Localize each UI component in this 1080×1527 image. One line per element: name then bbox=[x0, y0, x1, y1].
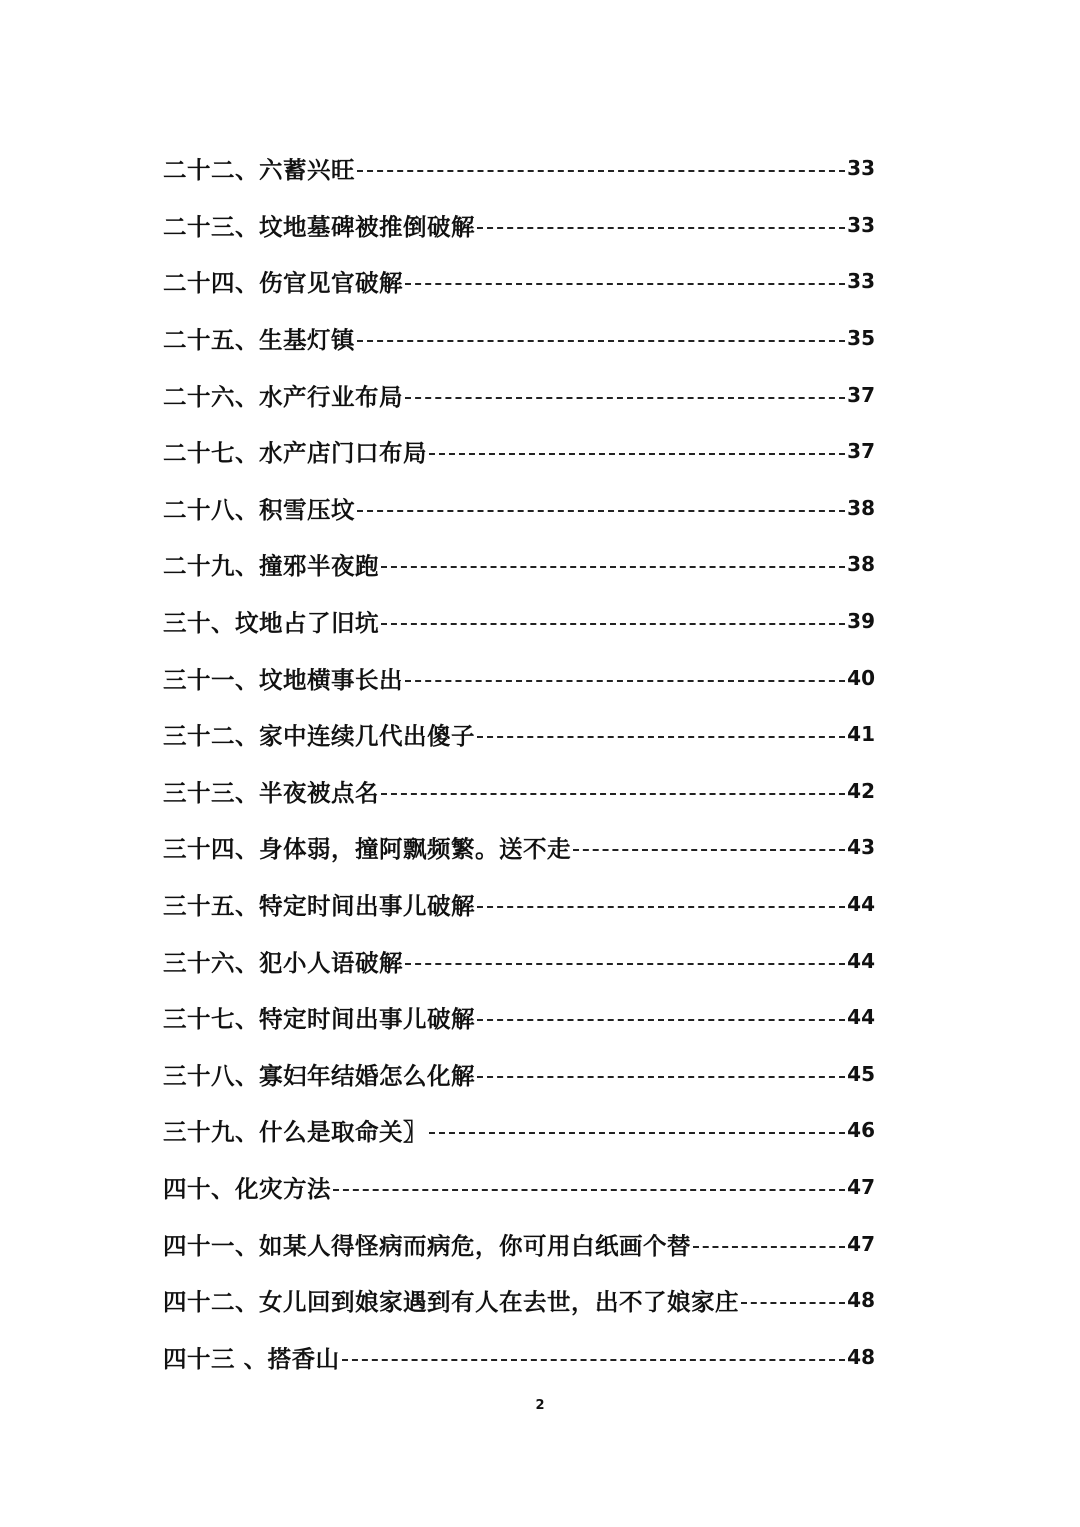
toc-entry-page: 48 bbox=[847, 1288, 875, 1313]
toc-entry-title: 三十、坟地占了旧坑 bbox=[163, 609, 379, 638]
toc-leader bbox=[381, 566, 845, 568]
toc-leader bbox=[357, 510, 845, 512]
toc-entry-title: 二十二、六蓄兴旺 bbox=[163, 156, 355, 185]
toc-leader bbox=[357, 340, 845, 342]
toc-entry-title: 二十八、积雪压坟 bbox=[163, 495, 355, 524]
toc-entry bbox=[163, 819, 875, 876]
toc-entry-page: 44 bbox=[847, 1005, 875, 1030]
toc-leader bbox=[405, 963, 845, 965]
toc-leader bbox=[741, 1302, 845, 1304]
toc-leader bbox=[477, 227, 845, 229]
toc-entry-title: 二十六、水产行业布局 bbox=[163, 382, 403, 411]
toc-entry-title: 四十二、女儿回到娘家遇到有人在去世，出不了娘家庄 bbox=[163, 1288, 739, 1317]
toc-entry-title: 二十四、伤官见官破解 bbox=[163, 269, 403, 298]
toc-entry-title: 二十三、坟地墓碑被推倒破解 bbox=[163, 212, 475, 241]
toc-leader bbox=[405, 283, 845, 285]
toc-entry-page: 45 bbox=[847, 1061, 875, 1086]
toc-entry bbox=[163, 876, 875, 933]
toc-entry-title: 三十二、家中连续几代出傻子 bbox=[163, 722, 475, 751]
toc-entry-page: 41 bbox=[847, 722, 875, 747]
toc-entry-page: 44 bbox=[847, 892, 875, 917]
toc-entry bbox=[163, 480, 875, 537]
toc-entry bbox=[163, 197, 875, 254]
toc-leader bbox=[429, 1132, 845, 1134]
toc-entry bbox=[163, 366, 875, 423]
toc-entry-page: 33 bbox=[847, 269, 875, 294]
toc-entry-title: 三十一、坟地横事长出 bbox=[163, 665, 403, 694]
toc-entry-page: 38 bbox=[847, 495, 875, 520]
toc-entry bbox=[163, 1046, 875, 1103]
toc-leader bbox=[381, 623, 845, 625]
toc-entry-title: 三十四、身体弱，撞阿飘频繁。送不走 bbox=[163, 835, 571, 864]
toc-leader bbox=[333, 1189, 845, 1191]
toc-entry bbox=[163, 593, 875, 650]
toc-leader bbox=[693, 1246, 845, 1248]
toc-entry-page: 43 bbox=[847, 835, 875, 860]
toc-entry bbox=[163, 536, 875, 593]
toc-entry-title: 二十七、水产店门口布局 bbox=[163, 439, 427, 468]
toc-leader bbox=[477, 1019, 845, 1021]
toc-entry-page: 33 bbox=[847, 156, 875, 181]
toc-entry-title: 三十七、特定时间出事儿破解 bbox=[163, 1005, 475, 1034]
toc-leader bbox=[477, 906, 845, 908]
toc-entry bbox=[163, 1215, 875, 1272]
toc-entry-title: 三十五、特定时间出事儿破解 bbox=[163, 892, 475, 921]
toc-entry bbox=[163, 310, 875, 367]
toc-entry-page: 37 bbox=[847, 382, 875, 407]
page-number: 2 bbox=[535, 1398, 545, 1413]
toc-entry bbox=[163, 649, 875, 706]
toc-entry-page: 38 bbox=[847, 552, 875, 577]
toc-entry-page: 40 bbox=[847, 665, 875, 690]
toc-entry-page: 44 bbox=[847, 948, 875, 973]
toc-entry bbox=[163, 763, 875, 820]
toc-entry-page: 33 bbox=[847, 212, 875, 237]
toc-entry-title: 二十九、撞邪半夜跑 bbox=[163, 552, 379, 581]
toc-entry bbox=[163, 706, 875, 763]
toc-entry bbox=[163, 932, 875, 989]
toc-entry-page: 46 bbox=[847, 1118, 875, 1143]
toc-entry-page: 39 bbox=[847, 609, 875, 634]
toc-entry-page: 47 bbox=[847, 1174, 875, 1199]
toc-entry-page: 37 bbox=[847, 439, 875, 464]
toc-entry-title: 三十八、寡妇年结婚怎么化解 bbox=[163, 1061, 475, 1090]
toc-leader bbox=[573, 849, 845, 851]
toc-entry bbox=[163, 140, 875, 197]
toc-leader bbox=[405, 680, 845, 682]
toc-entry-title: 四十、化灾方法 bbox=[163, 1174, 331, 1203]
toc-entry bbox=[163, 1272, 875, 1329]
toc-entry-title: 三十六、犯小人语破解 bbox=[163, 948, 403, 977]
toc-entry bbox=[163, 1159, 875, 1216]
toc-entry-title: 四十三 、搭香山 bbox=[163, 1344, 340, 1373]
toc-entry bbox=[163, 423, 875, 480]
toc-entry bbox=[163, 1102, 875, 1159]
toc-entry-title: 四十一、如某人得怪病而病危，你可用白纸画个替 bbox=[163, 1231, 691, 1260]
toc-entry bbox=[163, 989, 875, 1046]
toc-entry bbox=[163, 1328, 875, 1385]
toc-leader bbox=[357, 170, 845, 172]
toc-leader bbox=[405, 397, 845, 399]
table-of-contents bbox=[163, 140, 875, 1385]
toc-entry-title: 三十三、半夜被点名 bbox=[163, 778, 379, 807]
toc-entry-page: 47 bbox=[847, 1231, 875, 1256]
toc-entry-title: 二十五、生基灯镇 bbox=[163, 326, 355, 355]
toc-leader bbox=[477, 736, 845, 738]
toc-leader bbox=[477, 1076, 845, 1078]
toc-entry-page: 48 bbox=[847, 1344, 875, 1369]
toc-entry-title: 三十九、什么是取命关〗 bbox=[163, 1118, 427, 1147]
toc-leader bbox=[381, 793, 845, 795]
toc-leader bbox=[342, 1359, 845, 1361]
toc-entry bbox=[163, 253, 875, 310]
toc-leader bbox=[429, 453, 845, 455]
toc-entry-page: 35 bbox=[847, 326, 875, 351]
toc-entry-page: 42 bbox=[847, 778, 875, 803]
